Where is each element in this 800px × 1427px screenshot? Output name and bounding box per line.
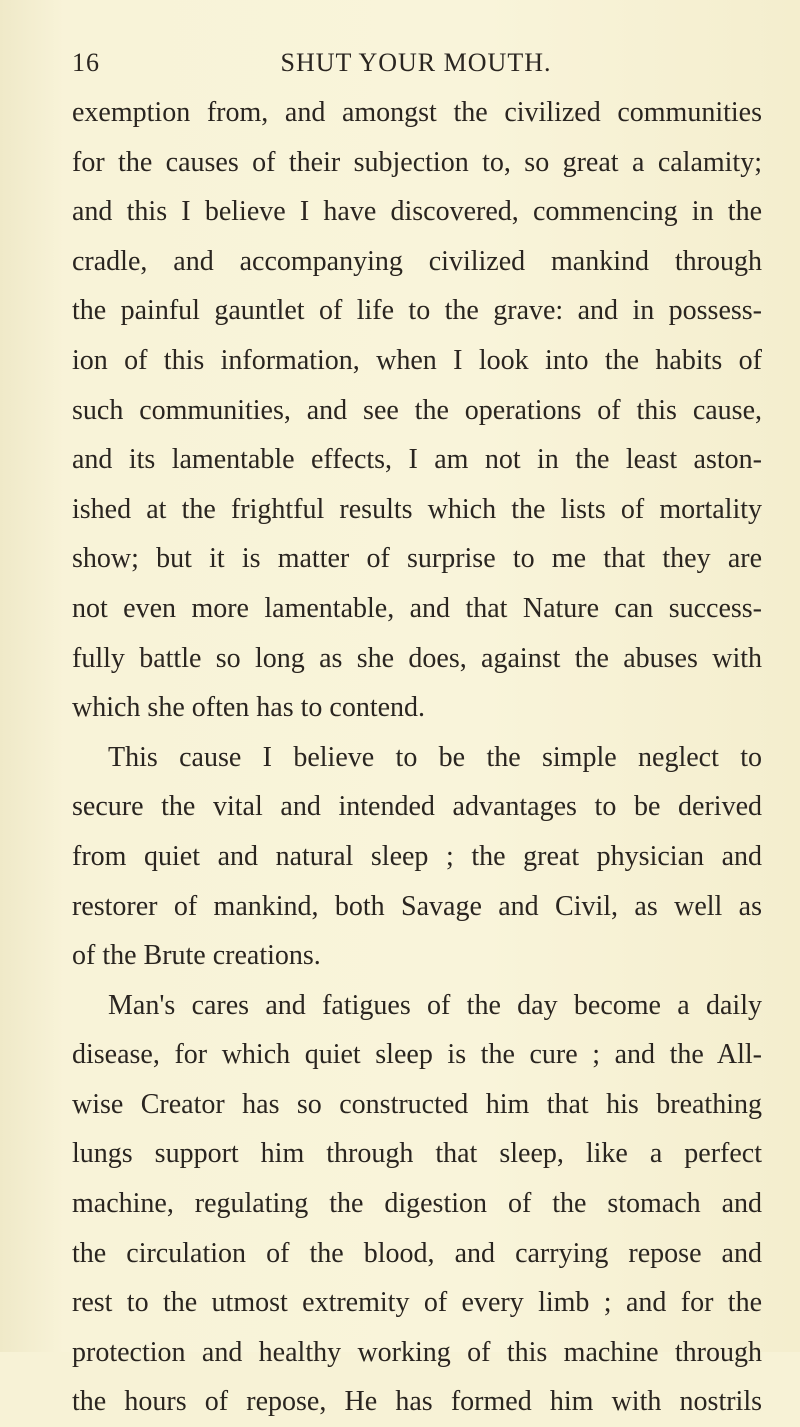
text-line: fully battle so long as she does, against the abuses with xyxy=(72,642,762,674)
page-header xyxy=(72,48,760,84)
text-line: of the Brute creations. xyxy=(72,940,321,972)
text-line: exemption from, and amongst the civilized communities xyxy=(72,97,762,128)
text-line: disease, for which quiet sleep is the cure ; and the All- xyxy=(72,1039,762,1071)
text-line: such communities, and see the operations of this cause, xyxy=(72,394,762,426)
text-line: not even more lamentable, and that Nature can success- xyxy=(72,592,762,624)
text-line: the circulation of the blood, and carrying repose and xyxy=(72,1237,762,1269)
text-line: and this I believe I have discovered, commencing in the xyxy=(72,196,762,228)
text-line: the hours of repose, He has formed him with nostrils xyxy=(72,1386,762,1418)
text-line: restorer of mankind, both Savage and Civil, as well as xyxy=(72,890,762,922)
text-line: rest to the utmost extremity of every limb ; and for the xyxy=(72,1287,762,1319)
text-line: which she often has to contend. xyxy=(72,692,426,724)
text-line: the painful gauntlet of life to the grave: and in possess- xyxy=(72,295,762,327)
text-line: Man's cares and fatigues of the day become a daily xyxy=(108,989,762,1021)
text-line: ished at the frightful results which the lists of mortality xyxy=(72,493,762,525)
text-line: lungs support him through that sleep, like a perfect xyxy=(72,1138,762,1170)
text-line: protection and healthy working of this machine through xyxy=(72,1336,762,1368)
text-line: secure the vital and intended advantages to be derived xyxy=(72,791,762,823)
text-line: machine, regulating the digestion of the stomach and xyxy=(72,1188,762,1220)
running-head: SHUT YOUR MOUTH. xyxy=(280,48,552,77)
text-line: This cause I believe to be the simple neglect to xyxy=(108,741,762,773)
text-line: and its lamentable effects, I am not in the least aston- xyxy=(72,444,762,476)
text-line: cradle, and accompanying civilized mankind through xyxy=(72,245,762,277)
text-line: wise Creator has so constructed him that his breathing xyxy=(72,1088,762,1120)
text-line: show; but it is matter of surprise to me that they are xyxy=(72,543,762,575)
page-number: 16 xyxy=(72,48,100,77)
text-line: from quiet and natural sleep ; the great physician and xyxy=(72,840,762,872)
text-line: for the causes of their subjection to, so great a calamity; xyxy=(72,146,762,178)
body-text xyxy=(72,88,762,1427)
text-line: ion of this information, when I look into the habits of xyxy=(72,344,762,376)
